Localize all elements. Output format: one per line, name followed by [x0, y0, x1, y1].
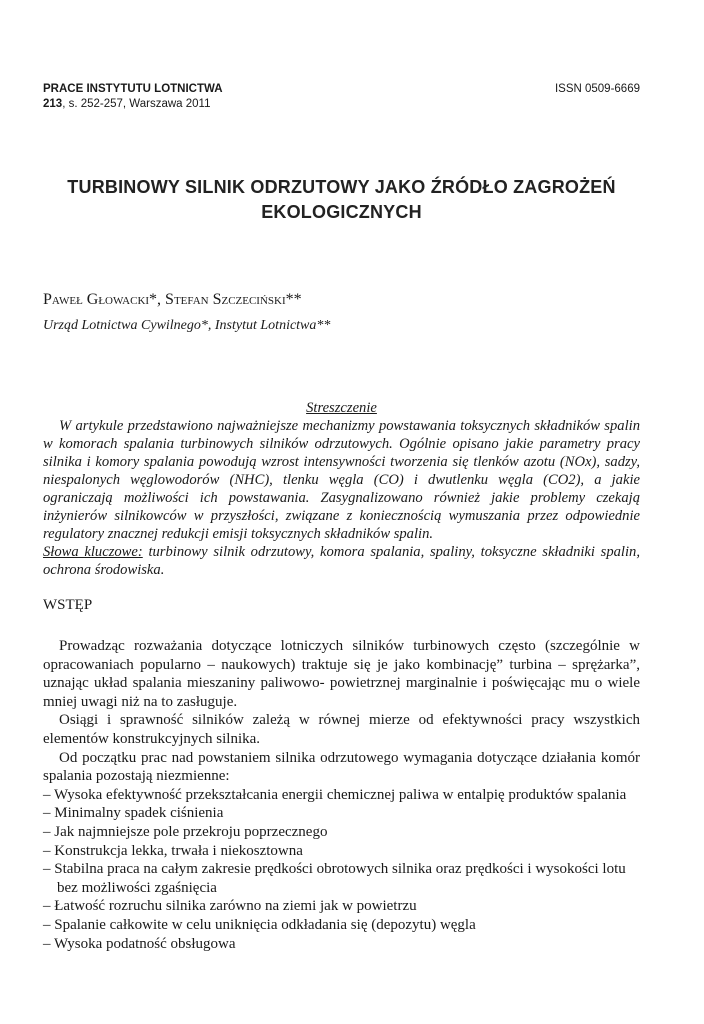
issue-details: , s. 252-257, Warszawa 2011 [62, 98, 211, 110]
keywords-label: Słowa kluczowe: [43, 544, 143, 560]
issue-info [43, 97, 640, 112]
title-line-2: EKOLOGICZNYCH [261, 202, 422, 222]
paragraph: Od początku prac nad powstaniem silnika odrzutowego wymagania dotyczące działania komór spalania pozostają niezmienne: [43, 749, 640, 785]
journal-header [43, 82, 640, 112]
list-item: – Stabilna praca na całym zakresie prędkości obrotowych silnika oraz prędkości i wysokości lotu bez możliwości zgaśnięcia [43, 861, 626, 896]
title-line-1: TURBINOWY SILNIK ODRZUTOWY JAKO ŹRÓDŁO ZAGROŻEŃ [67, 177, 616, 197]
affiliation: Urząd Lotnictwa Cywilnego*, Instytut Lotnictwa** [43, 318, 331, 333]
keywords [43, 543, 640, 579]
list-item: – Konstrukcja lekka, trwała i niekosztowna [43, 842, 303, 859]
list-item: – Łatwość rozruchu silnika zarówno na ziemi jak w powietrzu [43, 898, 417, 915]
body-text [43, 637, 640, 953]
list-item: – Wysoka efektywność przekształcania energii chemicznej paliwa w entalpię produktów spalania [43, 786, 627, 803]
paragraph: Osiągi i sprawność silników zależą w równej mierze od efektywności pracy wszystkich elementów konstrukcyjnych silnika. [43, 712, 640, 747]
abstract-text: W artykule przedstawiono najważniejsze mechanizmy powstawania toksycznych składników spalin w komorach spalania turbinowych silników odrzutowych. Ogólnie opisano jakie parametry pracy silnika i komory spalania powodują wzrost intensywności tworzenia się tlenków azotu (NOx), sadzy, niespalonych węglowodorów (NHC), tlenku węgla (CO) i dwutlenku węgla (CO2), a jakie ograniczają możliwości ich powstawania. Zasygnalizowano również jakie problemy czekają inżynierów silnikowców w przyszłości, związane z koniecznością wymuszania przez odpowiednie regulatory znacznej redukcji emisji toksycznych składników spalin. [43, 418, 640, 542]
section-heading: WSTĘP [43, 597, 93, 613]
abstract [43, 399, 640, 579]
list-item: – Jak najmniejsze pole przekroju poprzecznego [43, 823, 328, 840]
paper-title [43, 175, 640, 225]
keywords-text: turbinowy silnik odrzutowy, komora spalania, spaliny, toksyczne składniki spalin, ochrona środowiska. [43, 544, 640, 578]
journal-name: PRACE INSTYTUTU LOTNICTWA [43, 83, 223, 95]
issue-number: 213 [43, 98, 63, 110]
paragraph: Prowadząc rozważania dotyczące lotniczych silników turbinowych często (szczególnie w opracowaniach popularno – naukowych) traktuje się je jako kombinację” turbina – sprężarka”, uznając układ spalania mieszaniny paliwowo- powietrznej marginalnie i poświęcając mu o wiele mniej uwagi niż na to zasługuje. [43, 638, 640, 710]
issn: ISSN 0509-6669 [554, 83, 640, 95]
authors: Paweł Głowacki*, Stefan Szczeciński** [43, 291, 302, 308]
list-item: – Minimalny spadek ciśnienia [43, 805, 224, 822]
requirements-list [43, 786, 640, 953]
list-item: – Spalanie całkowite w celu uniknięcia odkładania się (depozytu) węgla [43, 916, 476, 933]
abstract-heading: Streszczenie [306, 400, 377, 416]
list-item: – Wysoka podatność obsługowa [43, 935, 236, 952]
